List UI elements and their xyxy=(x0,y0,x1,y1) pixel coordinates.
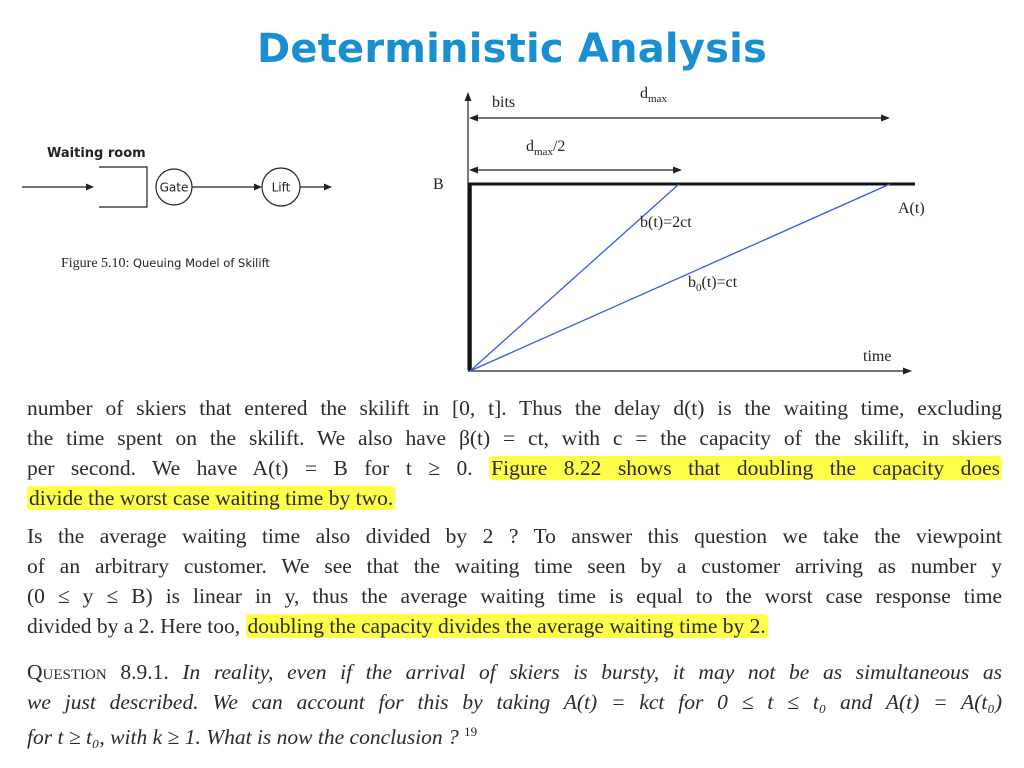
delay-diagram xyxy=(420,80,960,380)
arrival-arrowhead xyxy=(86,184,94,191)
b0-ct-line xyxy=(470,184,890,371)
highlight-doubling-capacity: Figure 8.22 shows that doubling the capacity does xyxy=(491,456,1000,480)
question-line-2: we just described. We can account for this by taking A(t) = kct for 0 ≤ t ≤ t₀ and A(t) = A(t₀) xyxy=(27,690,1002,714)
question-line-1 xyxy=(27,657,1002,688)
B-label: B xyxy=(433,176,444,193)
paragraph-2-line-4-text: divided by a 2. Here too, xyxy=(27,614,246,638)
question-line-3 xyxy=(27,717,1002,753)
waiting-room-box xyxy=(99,167,147,207)
b0-ct-label: $b_0(t)=ct$ xyxy=(688,274,738,294)
y-axis-arrowhead xyxy=(465,92,472,101)
question-line-3-text: for t ≥ t₀, with k ≥ 1. What is now the conclusion ? xyxy=(27,725,459,750)
lift-label: Lift xyxy=(271,180,291,195)
y-axis-label: bits xyxy=(492,94,516,111)
gate-label: Gate xyxy=(159,180,189,195)
question-label: Question 8.9.1. xyxy=(27,660,169,684)
page-number: 19 xyxy=(464,724,478,739)
paragraph-2-line-2: of an arbitrary customer. We see that the waiting time seen by a customer arriving as number y xyxy=(27,554,1002,578)
waiting-room-label: Waiting room xyxy=(47,146,146,161)
paragraph-2-line-4 xyxy=(27,611,1002,642)
b-2ct-line xyxy=(470,184,679,371)
paragraph-2-line-3: (0 ≤ y ≤ B) is linear in y, thus the average waiting time is equal to the worst case response time xyxy=(27,584,1002,608)
paragraph-1-line-1: number of skiers that entered the skilift in [0, t]. Thus the delay d(t) is the waiting time, excluding xyxy=(27,396,1002,420)
question-line-1-text: In reality, even if the arrival of skiers is bursty, it may not be as simultaneous as xyxy=(182,660,1003,684)
dmax-half-arrowhead-right xyxy=(673,167,682,174)
slide-title: Deterministic Analysis xyxy=(256,26,768,72)
exit-arrowhead xyxy=(324,184,332,191)
x-axis-label: time xyxy=(863,348,892,365)
highlight-average-waiting: doubling the capacity divides the average waiting time by 2. xyxy=(247,614,766,638)
caption-text: Queuing Model of Skilift xyxy=(132,256,270,270)
dmax-half-label: $d_{max}/2$ xyxy=(526,138,566,158)
dmax-arrowhead-left xyxy=(469,115,478,122)
b-2ct-label: b(t)=2ct xyxy=(640,214,692,231)
paragraph-1-line-3-text: per second. We have A(t) = B for t ≥ 0. xyxy=(27,456,490,480)
At-label: A(t) xyxy=(898,200,925,217)
dmax-half-arrowhead-left xyxy=(469,167,478,174)
figure-caption xyxy=(61,256,270,272)
x-axis-arrowhead xyxy=(903,368,912,375)
paragraph-2-line-1: Is the average waiting time also divided by 2 ? To answer this question we take the viewpoint xyxy=(27,524,1002,548)
highlight-worst-case: divide the worst case waiting time by two. xyxy=(29,486,394,510)
gate-to-lift-arrowhead xyxy=(254,184,262,191)
paragraph-1-line-4 xyxy=(27,483,1002,514)
delay-diagram-svg xyxy=(420,80,960,380)
caption-prefix: Figure 5.10: xyxy=(61,256,130,271)
dmax-label: $d_{max}$ xyxy=(640,85,667,105)
paragraph-1-line-2: the time spent on the skilift. We also have β(t) = ct, with c = the capacity of the skilift, in skiers xyxy=(27,426,1002,450)
dmax-arrowhead-right xyxy=(881,115,890,122)
paragraph-1-line-3 xyxy=(27,453,1002,484)
